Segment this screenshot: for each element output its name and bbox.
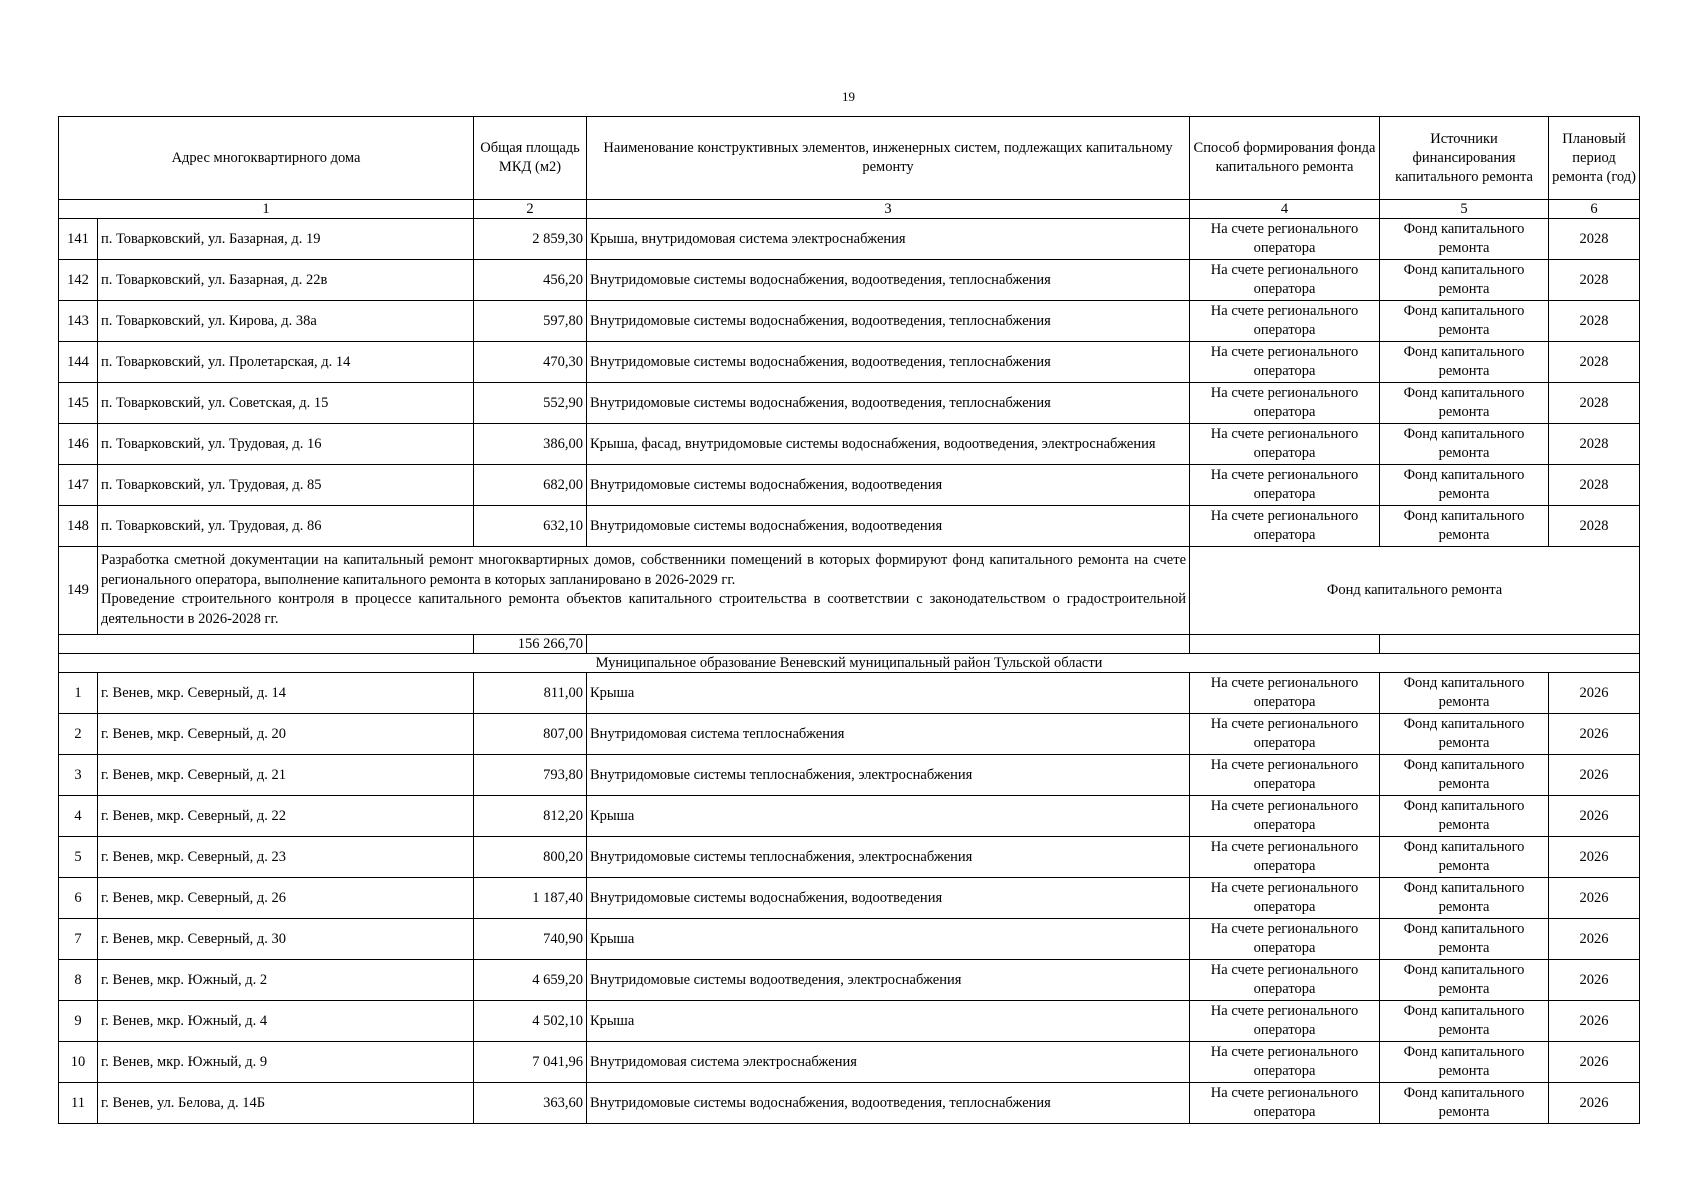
header-method: Способ формирования фонда капитального ремонта: [1190, 117, 1380, 200]
table-row: [59, 260, 1640, 301]
address-cell: г. Венев, мкр. Южный, д. 9: [98, 1042, 474, 1083]
area-cell: 740,90: [474, 919, 587, 960]
address-cell: г. Венев, мкр. Северный, д. 21: [98, 755, 474, 796]
year-cell: 2028: [1549, 424, 1640, 465]
row-number: 1: [59, 673, 98, 714]
column-number: 3: [587, 200, 1190, 219]
area-cell: 632,10: [474, 506, 587, 547]
source-cell: Фонд капитального ремонта: [1380, 424, 1549, 465]
row-number: 147: [59, 465, 98, 506]
source-cell: Фонд капитального ремонта: [1380, 219, 1549, 260]
address-cell: г. Венев, мкр. Южный, д. 4: [98, 1001, 474, 1042]
note-text-construction-control: Проведение строительного контроля в процессе капитального ремонта объектов капитального строительства в соответствии с законодательством о градостроительной деятельности в 2026-2028 гг.: [101, 591, 1187, 627]
year-cell: 2028: [1549, 465, 1640, 506]
section-header-row: [59, 654, 1640, 673]
table-row: [59, 301, 1640, 342]
method-cell: На счете регионального оператора: [1190, 755, 1380, 796]
table-row: [59, 342, 1640, 383]
method-cell: На счете регионального оператора: [1190, 301, 1380, 342]
row-number: 143: [59, 301, 98, 342]
year-cell: 2028: [1549, 301, 1640, 342]
elements-cell: Крыша: [587, 796, 1190, 837]
area-cell: 812,20: [474, 796, 587, 837]
year-cell: 2026: [1549, 919, 1640, 960]
header-elements: Наименование конструктивных элементов, инженерных систем, подлежащих капитальному ремонту: [587, 117, 1190, 200]
table-row: [59, 796, 1640, 837]
method-cell: На счете регионального оператора: [1190, 1042, 1380, 1083]
source-cell: Фонд капитального ремонта: [1380, 1042, 1549, 1083]
elements-cell: Внутридомовые системы водоснабжения, водоотведения: [587, 465, 1190, 506]
method-cell: На счете регионального оператора: [1190, 837, 1380, 878]
column-number: 2: [474, 200, 587, 219]
elements-cell: Внутридомовые системы водоотведения, электроснабжения: [587, 960, 1190, 1001]
year-cell: 2026: [1549, 714, 1640, 755]
table-row: [59, 1042, 1640, 1083]
address-cell: г. Венев, мкр. Северный, д. 30: [98, 919, 474, 960]
column-number: 1: [59, 200, 474, 219]
elements-cell: Внутридомовые системы водоснабжения, водоотведения: [587, 506, 1190, 547]
source-cell: Фонд капитального ремонта: [1380, 1083, 1549, 1124]
method-cell: На счете регионального оператора: [1190, 673, 1380, 714]
year-cell: 2026: [1549, 960, 1640, 1001]
address-cell: п. Товарковский, ул. Базарная, д. 22в: [98, 260, 474, 301]
row-number: 2: [59, 714, 98, 755]
year-cell: 2028: [1549, 342, 1640, 383]
area-cell: 2 859,30: [474, 219, 587, 260]
area-cell: 800,20: [474, 837, 587, 878]
row-number: 149: [59, 547, 98, 635]
elements-cell: Внутридомовые системы водоснабжения, водоотведения, теплоснабжения: [587, 383, 1190, 424]
note-funding-source: Фонд капитального ремонта: [1190, 547, 1640, 635]
area-cell: 552,90: [474, 383, 587, 424]
elements-cell: Крыша: [587, 673, 1190, 714]
elements-cell: Внутридомовая система электроснабжения: [587, 1042, 1190, 1083]
row-number: 9: [59, 1001, 98, 1042]
source-cell: Фонд капитального ремонта: [1380, 837, 1549, 878]
address-cell: г. Венев, мкр. Северный, д. 23: [98, 837, 474, 878]
total-empty-cell: [1380, 635, 1640, 654]
elements-cell: Внутридомовые системы водоснабжения, водоотведения: [587, 878, 1190, 919]
table-row: [59, 1083, 1640, 1124]
area-cell: 470,30: [474, 342, 587, 383]
area-cell: 811,00: [474, 673, 587, 714]
row-number: 146: [59, 424, 98, 465]
elements-cell: Внутридомовые системы водоснабжения, водоотведения, теплоснабжения: [587, 301, 1190, 342]
total-empty-cell: [1190, 635, 1380, 654]
area-cell: 682,00: [474, 465, 587, 506]
year-cell: 2028: [1549, 260, 1640, 301]
row-number: 5: [59, 837, 98, 878]
area-cell: 7 041,96: [474, 1042, 587, 1083]
note-text-design-estimates: Разработка сметной документации на капитальный ремонт многоквартирных домов, собственники помещений в которых формируют фонд капитального ремонта на счете регионального оператора, выполнение капитального ремонта в которых запланировано в 2026-2029 гг.: [101, 552, 1187, 588]
address-cell: п. Товарковский, ул. Трудовая, д. 86: [98, 506, 474, 547]
source-cell: Фонд капитального ремонта: [1380, 960, 1549, 1001]
row-number: 4: [59, 796, 98, 837]
source-cell: Фонд капитального ремонта: [1380, 919, 1549, 960]
address-cell: г. Венев, мкр. Северный, д. 14: [98, 673, 474, 714]
method-cell: На счете регионального оператора: [1190, 465, 1380, 506]
elements-cell: Крыша, фасад, внутридомовые системы водоснабжения, водоотведения, электроснабжения: [587, 424, 1190, 465]
address-cell: г. Венев, мкр. Южный, д. 2: [98, 960, 474, 1001]
address-cell: г. Венев, мкр. Северный, д. 26: [98, 878, 474, 919]
address-cell: п. Товарковский, ул. Пролетарская, д. 14: [98, 342, 474, 383]
address-cell: п. Товарковский, ул. Кирова, д. 38а: [98, 301, 474, 342]
source-cell: Фонд капитального ремонта: [1380, 465, 1549, 506]
page-number: 19: [842, 89, 855, 104]
year-cell: 2026: [1549, 1083, 1640, 1124]
address-cell: г. Венев, мкр. Северный, д. 22: [98, 796, 474, 837]
area-cell: 793,80: [474, 755, 587, 796]
table-row: [59, 383, 1640, 424]
table-header-row: [59, 117, 1640, 200]
method-cell: На счете регионального оператора: [1190, 1083, 1380, 1124]
method-cell: На счете регионального оператора: [1190, 1001, 1380, 1042]
total-label-cell: [59, 635, 474, 654]
address-cell: п. Товарковский, ул. Базарная, д. 19: [98, 219, 474, 260]
elements-cell: Внутридомовые системы теплоснабжения, электроснабжения: [587, 837, 1190, 878]
table-body-tovarkovsky: [59, 219, 1640, 547]
capital-repair-table: [58, 116, 1640, 1124]
elements-cell: Внутридомовые системы теплоснабжения, электроснабжения: [587, 755, 1190, 796]
source-cell: Фонд капитального ремонта: [1380, 673, 1549, 714]
address-cell: п. Товарковский, ул. Трудовая, д. 85: [98, 465, 474, 506]
table-row: [59, 1001, 1640, 1042]
row-number: 141: [59, 219, 98, 260]
note-row: [59, 547, 1640, 635]
header-area: Общая площадь МКД (м2): [474, 117, 587, 200]
table-row: [59, 219, 1640, 260]
header-period: Плановый период ремонта (год): [1549, 117, 1640, 200]
note-text: [98, 547, 1190, 635]
method-cell: На счете регионального оператора: [1190, 878, 1380, 919]
source-cell: Фонд капитального ремонта: [1380, 342, 1549, 383]
source-cell: Фонд капитального ремонта: [1380, 796, 1549, 837]
area-cell: 386,00: [474, 424, 587, 465]
method-cell: На счете регионального оператора: [1190, 714, 1380, 755]
method-cell: На счете регионального оператора: [1190, 960, 1380, 1001]
column-number-row: [59, 200, 1640, 219]
address-cell: п. Товарковский, ул. Трудовая, д. 16: [98, 424, 474, 465]
elements-cell: Крыша, внутридомовая система электроснабжения: [587, 219, 1190, 260]
section-title: Муниципальное образование Веневский муниципальный район Тульской области: [59, 654, 1640, 673]
table-row: [59, 755, 1640, 796]
table-row: [59, 673, 1640, 714]
method-cell: На счете регионального оператора: [1190, 919, 1380, 960]
table-row: [59, 424, 1640, 465]
year-cell: 2026: [1549, 1042, 1640, 1083]
year-cell: 2028: [1549, 383, 1640, 424]
method-cell: На счете регионального оператора: [1190, 219, 1380, 260]
elements-cell: Крыша: [587, 919, 1190, 960]
row-number: 8: [59, 960, 98, 1001]
area-cell: 597,80: [474, 301, 587, 342]
method-cell: На счете регионального оператора: [1190, 260, 1380, 301]
elements-cell: Внутридомовая система теплоснабжения: [587, 714, 1190, 755]
table-row: [59, 506, 1640, 547]
method-cell: На счете регионального оператора: [1190, 796, 1380, 837]
column-number: 4: [1190, 200, 1380, 219]
table-row: [59, 960, 1640, 1001]
row-number: 11: [59, 1083, 98, 1124]
year-cell: 2026: [1549, 796, 1640, 837]
area-cell: 807,00: [474, 714, 587, 755]
year-cell: 2028: [1549, 506, 1640, 547]
area-cell: 4 659,20: [474, 960, 587, 1001]
method-cell: На счете регионального оператора: [1190, 424, 1380, 465]
column-number: 6: [1549, 200, 1640, 219]
source-cell: Фонд капитального ремонта: [1380, 383, 1549, 424]
row-number: 148: [59, 506, 98, 547]
header-sources: Источники финансирования капитального ремонта: [1380, 117, 1549, 200]
source-cell: Фонд капитального ремонта: [1380, 1001, 1549, 1042]
area-cell: 1 187,40: [474, 878, 587, 919]
row-number: 3: [59, 755, 98, 796]
year-cell: 2026: [1549, 837, 1640, 878]
source-cell: Фонд капитального ремонта: [1380, 714, 1549, 755]
elements-cell: Крыша: [587, 1001, 1190, 1042]
source-cell: Фонд капитального ремонта: [1380, 506, 1549, 547]
elements-cell: Внутридомовые системы водоснабжения, водоотведения, теплоснабжения: [587, 1083, 1190, 1124]
total-empty-cell: [587, 635, 1190, 654]
method-cell: На счете регионального оператора: [1190, 342, 1380, 383]
header-address: Адрес многоквартирного дома: [59, 117, 474, 200]
elements-cell: Внутридомовые системы водоснабжения, водоотведения, теплоснабжения: [587, 260, 1190, 301]
method-cell: На счете регионального оператора: [1190, 383, 1380, 424]
area-cell: 456,20: [474, 260, 587, 301]
table-row: [59, 878, 1640, 919]
source-cell: Фонд капитального ремонта: [1380, 755, 1549, 796]
table-body-summary: [59, 547, 1640, 673]
total-row: [59, 635, 1640, 654]
table-row: [59, 465, 1640, 506]
source-cell: Фонд капитального ремонта: [1380, 878, 1549, 919]
row-number: 10: [59, 1042, 98, 1083]
year-cell: 2026: [1549, 1001, 1640, 1042]
table-row: [59, 919, 1640, 960]
row-number: 142: [59, 260, 98, 301]
source-cell: Фонд капитального ремонта: [1380, 260, 1549, 301]
table-row: [59, 837, 1640, 878]
year-cell: 2026: [1549, 755, 1640, 796]
area-cell: 363,60: [474, 1083, 587, 1124]
year-cell: 2028: [1549, 219, 1640, 260]
column-number: 5: [1380, 200, 1549, 219]
elements-cell: Внутридомовые системы водоснабжения, водоотведения, теплоснабжения: [587, 342, 1190, 383]
address-cell: г. Венев, ул. Белова, д. 14Б: [98, 1083, 474, 1124]
table-row: [59, 714, 1640, 755]
year-cell: 2026: [1549, 673, 1640, 714]
address-cell: г. Венев, мкр. Северный, д. 20: [98, 714, 474, 755]
source-cell: Фонд капитального ремонта: [1380, 301, 1549, 342]
table-body-venev: [59, 673, 1640, 1124]
address-cell: п. Товарковский, ул. Советская, д. 15: [98, 383, 474, 424]
area-cell: 4 502,10: [474, 1001, 587, 1042]
method-cell: На счете регионального оператора: [1190, 506, 1380, 547]
total-area: 156 266,70: [474, 635, 587, 654]
year-cell: 2026: [1549, 878, 1640, 919]
row-number: 7: [59, 919, 98, 960]
row-number: 145: [59, 383, 98, 424]
row-number: 144: [59, 342, 98, 383]
row-number: 6: [59, 878, 98, 919]
